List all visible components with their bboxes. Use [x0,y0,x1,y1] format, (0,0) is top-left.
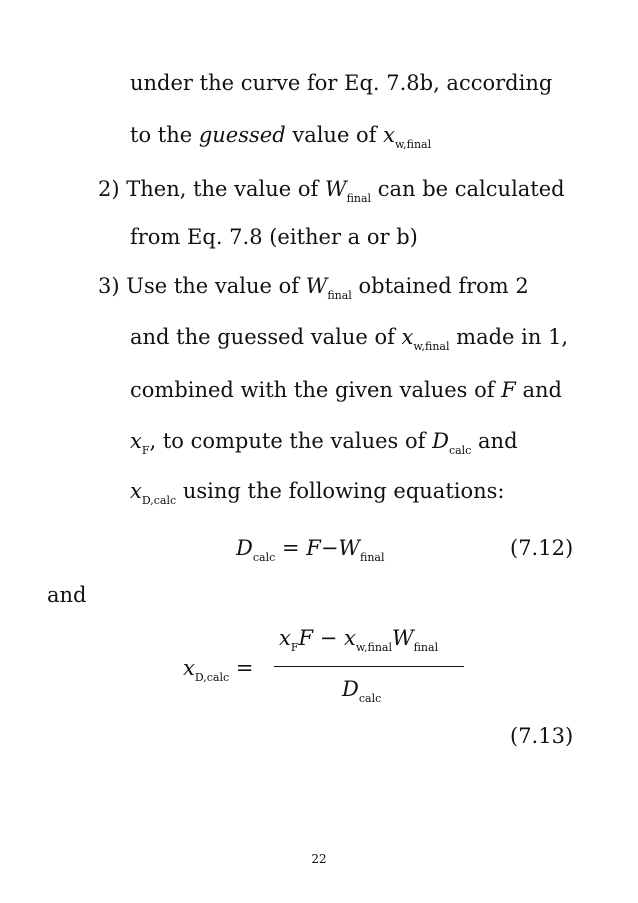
text-segment: combined with the given values of [130,378,502,402]
text-segment: using the following equations: [176,479,505,503]
text-line-1 [130,70,552,96]
math-subscript: F [141,444,150,457]
equation-7-13-lhs [183,655,254,684]
fraction-numerator [279,625,439,654]
math-variable: W [324,177,347,201]
math-variable: W [338,536,361,560]
list-number: 3) [98,274,120,298]
math-subscript: w,final [355,641,392,654]
list-item-3 [98,273,529,302]
text-segment: and the guessed value of [130,325,402,349]
text-segment: to the [130,123,199,147]
math-subscript: final [413,641,439,654]
connector-and: and [47,583,87,607]
math-subscript: final [360,551,385,564]
math-variable: x [344,626,356,650]
text-segment: from Eq. 7.8 (either a or b) [130,225,418,249]
math-subscript: calc [448,444,472,457]
math-variable: W [392,626,414,650]
text-line-7 [130,377,562,403]
fraction-bar [274,666,464,667]
math-subscript: w,final [413,340,450,353]
text-line-8 [130,428,518,457]
minus-sign: − [319,626,338,650]
equation-number-7-12: (7.12) [510,536,574,560]
math-variable: D [432,429,449,453]
minus-sign: − [320,536,339,560]
text-line-6 [130,324,569,353]
text-line-9 [130,478,505,507]
math-variable: x [183,656,195,680]
text-segment: and [471,429,518,453]
text-line-4 [130,224,418,250]
math-subscript: F [290,641,299,654]
math-variable: W [305,274,328,298]
math-subscript: final [346,192,372,205]
text-segment: and [515,378,562,402]
math-variable: x [401,325,414,349]
math-variable: D [236,536,253,560]
text-line-2 [130,122,432,151]
text-segment: value of [285,123,384,147]
equation-7-12 [236,535,385,564]
math-variable: F [501,378,516,402]
math-subscript: D,calc [194,671,230,684]
math-variable: x [130,479,142,503]
fraction-denominator [342,676,382,705]
math-variable: x [383,123,395,147]
math-variable: D [342,677,359,701]
math-subscript: w,final [395,138,432,151]
list-item-2 [98,176,565,205]
math-variable: x [279,626,291,650]
math-variable: x [130,429,142,453]
text-segment: Use the value of [126,274,306,298]
text-segment: can be calculated [371,177,565,201]
emphasis-word: guessed [198,123,286,147]
text-segment: , to compute the values of [149,429,433,453]
page-number: 22 [311,852,327,866]
equation-number-7-13: (7.13) [510,724,574,748]
text-segment: made in 1, [449,325,569,349]
math-variable: F [306,536,321,560]
list-number: 2) [98,177,120,201]
math-subscript: final [327,289,352,302]
text-segment: obtained from 2 [351,274,529,298]
math-subscript: calc [252,551,276,564]
math-subscript: calc [358,692,382,705]
equals-sign: = [235,656,254,680]
text-segment: under the curve for Eq. 7.8b, according [130,71,553,95]
equals-sign: = [281,536,300,560]
math-subscript: D,calc [141,494,177,507]
math-variable: F [298,626,314,650]
text-segment: Then, the value of [126,177,325,201]
